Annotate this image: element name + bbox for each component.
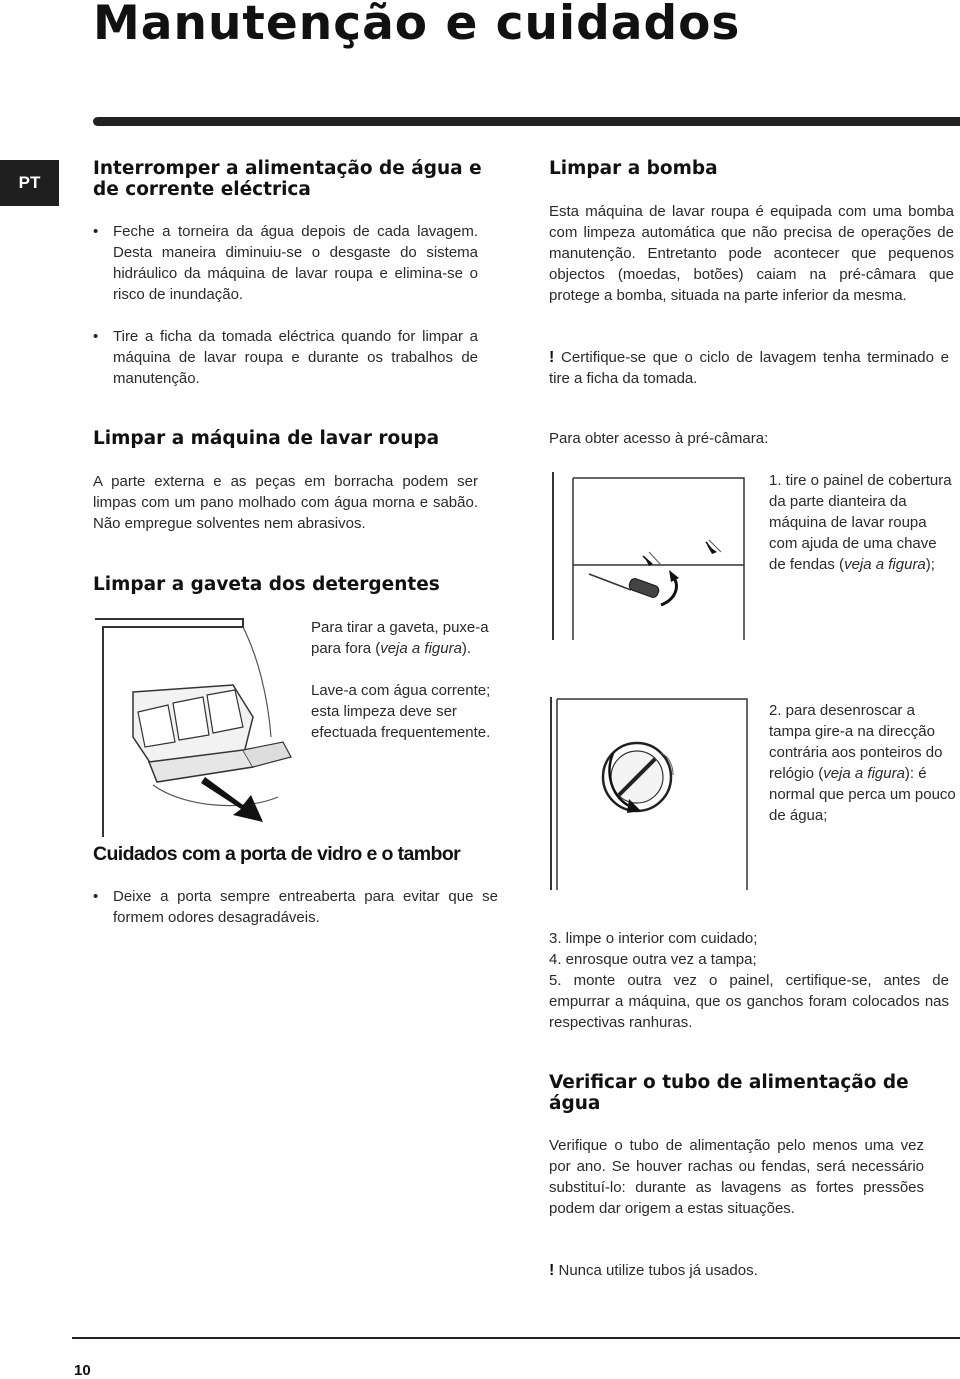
water-power-heading: Interromper a alimentação de água e de corrente eléctrica bbox=[93, 158, 482, 200]
language-tab: PT bbox=[0, 160, 59, 206]
pump-heading: Limpar a bomba bbox=[549, 158, 718, 179]
panel-removal-illustration bbox=[549, 470, 754, 645]
list-item: • Feche a torneira da água depois de cada lavagem. Desta maneira diminuiu-se o desgaste do sistema hidráulico da máquina de lavar roupa e elimina-se o risco de inundação. bbox=[93, 221, 478, 305]
title-divider bbox=[93, 117, 960, 126]
pump-warning: ! Certifique-se que o ciclo de lavagem tenha terminado e tire a ficha da tomada. bbox=[549, 349, 949, 387]
warning-mark: ! bbox=[549, 349, 555, 366]
drawer-illustration bbox=[93, 617, 303, 842]
pump-step-3: 3. limpe o interior com cuidado; bbox=[549, 930, 758, 947]
hose-heading: Verificar o tubo de alimentação de água bbox=[549, 1072, 909, 1114]
hose-text: Verifique o tubo de alimentação pelo menos uma vez por ano. Se houver rachas ou fendas, será necessário substituí-lo: durante as lavagens as fortes pressões podem dar origem a estas situações. bbox=[549, 1137, 924, 1217]
water-power-list bbox=[93, 221, 478, 389]
pump-steps-list bbox=[549, 928, 949, 1033]
pump-step-5: 5. monte outra vez o painel, certifique-se, antes de empurrar a máquina, que os ganchos foram colocados nas respectivas ranhuras. bbox=[549, 972, 949, 1031]
pump-cap-illustration bbox=[549, 695, 754, 895]
door-list bbox=[93, 886, 498, 928]
pump-text: Esta máquina de lavar roupa é equipada com uma bomba com limpeza automática que não precisa de operações de manutenção. Entretanto pode acontecer que pequenos objectos (moedas, botões) caiam na pré-câmara que protege a bomba, situada na parte inferior da mesma. bbox=[549, 203, 954, 304]
drawer-text-1: Para tirar a gaveta, puxe-a para fora (veja a figura). bbox=[311, 619, 489, 657]
pump-step-1: 1. tire o painel de cobertura da parte dianteira da máquina de lavar roupa com ajuda de uma chave de fendas (veja a figura); bbox=[769, 472, 952, 573]
footer-divider bbox=[72, 1337, 960, 1339]
warning-mark: ! bbox=[549, 1262, 555, 1279]
page-title: Manutenção e cuidados bbox=[93, 0, 741, 51]
drawer-heading: Limpar a gaveta dos detergentes bbox=[93, 574, 440, 595]
list-item: • Tire a ficha da tomada eléctrica quando for limpar a máquina de lavar roupa e durante os trabalhos de manutenção. bbox=[93, 326, 478, 389]
machine-heading: Limpar a máquina de lavar roupa bbox=[93, 428, 440, 449]
page-number: 10 bbox=[74, 1362, 91, 1379]
pump-step-2: 2. para desenroscar a tampa gire-a na direcção contrária aos ponteiros do relógio (veja a figura): é normal que perca um pouco de água; bbox=[769, 702, 956, 824]
drawer-text-2: Lave-a com água corrente; esta limpeza deve ser efectuada frequentemente. bbox=[311, 682, 491, 741]
pump-step-4: 4. enrosque outra vez a tampa; bbox=[549, 951, 757, 968]
list-item: • Deixe a porta sempre entreaberta para evitar que se formem odores desagradáveis. bbox=[93, 886, 498, 928]
door-heading: Cuidados com a porta de vidro e o tambor bbox=[93, 843, 461, 865]
hose-warning: ! Nunca utilize tubos já usados. bbox=[549, 1262, 758, 1279]
pump-access-text: Para obter acesso à pré-câmara: bbox=[549, 430, 769, 447]
machine-text: A parte externa e as peças em borracha podem ser limpas com um pano molhado com água morna e sabão. Não empregue solventes nem abrasivos. bbox=[93, 473, 478, 532]
